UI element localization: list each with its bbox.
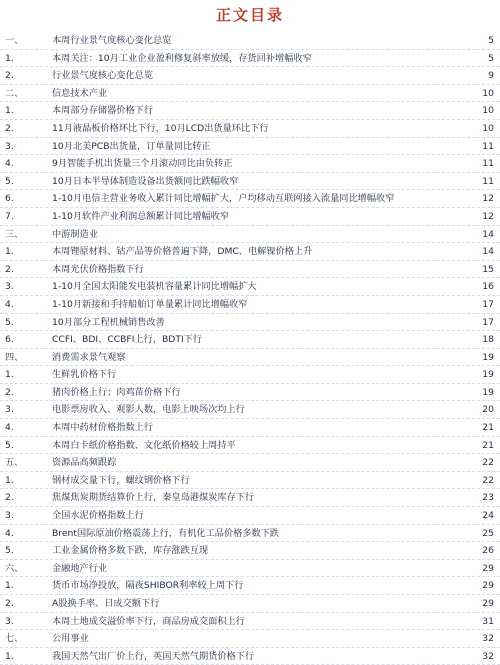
toc-entry-number: 3. bbox=[5, 140, 14, 152]
toc-entry-number: 三、 bbox=[5, 228, 24, 240]
toc-entry-title: A股换手率、日成交额下行 bbox=[52, 598, 160, 609]
toc-entry-title: 本周锂原材料、钴产品等价格普遍下降，DMC、电解镍价格上升 bbox=[52, 246, 313, 258]
toc-entry-title: 消费需求景气观察 bbox=[52, 351, 126, 363]
toc-entry-title: 11月液晶板价格环比下行，10月LCD出货量环比下行 bbox=[52, 122, 269, 134]
toc-page-number: 21 bbox=[482, 422, 494, 434]
toc-entry-title: 本周中药材价格指数上行 bbox=[52, 422, 154, 434]
toc-page-number: 10 bbox=[482, 105, 494, 117]
toc-page-number: 12 bbox=[482, 210, 494, 222]
toc-entry-title: 本周行业景气度核心变化总览 bbox=[52, 35, 172, 46]
toc-page-number: 24 bbox=[482, 510, 494, 522]
toc-item-row[interactable] bbox=[0, 155, 500, 173]
toc-entry-title: 10月部分工程机械销售改善 bbox=[52, 316, 165, 328]
toc-page-number: 19 bbox=[482, 369, 494, 381]
toc-item-row[interactable] bbox=[0, 507, 500, 525]
toc-entry-title: 全国水泥价格指数上行 bbox=[52, 510, 144, 522]
toc-entry-number: 2. bbox=[5, 492, 14, 504]
toc-entry-title: 公用事业 bbox=[52, 633, 89, 645]
toc-item-row[interactable] bbox=[0, 243, 500, 261]
toc-item-row[interactable] bbox=[0, 261, 500, 279]
toc-section-row[interactable] bbox=[0, 226, 500, 244]
toc-entry-number: 3. bbox=[5, 404, 14, 416]
toc-entry-title: 本周关注：10月工业企业盈利修复斜率放缓，存货回补增幅收窄 bbox=[52, 52, 312, 64]
toc-page-number: 11 bbox=[482, 158, 494, 170]
toc-page-number: 14 bbox=[482, 228, 494, 240]
toc-page-number: 22 bbox=[482, 474, 494, 486]
toc-page-number: 19 bbox=[482, 351, 494, 363]
toc-page-number: 5 bbox=[488, 35, 494, 46]
toc-entry-title: 资源品高频跟踪 bbox=[52, 457, 117, 469]
toc-entry-number: 5. bbox=[5, 175, 14, 187]
toc-entry-number: 2. bbox=[5, 263, 14, 275]
toc-entry-title: 生鲜乳价格下行 bbox=[52, 369, 117, 381]
toc-page-number: 12 bbox=[482, 193, 494, 205]
toc-item-row[interactable] bbox=[0, 648, 500, 665]
toc-entry-title: 1-10月电信主营业务收入累计同比增幅扩大，户均移动互联网接入流量同比增幅收窄 bbox=[52, 193, 395, 205]
toc-item-row[interactable] bbox=[0, 542, 500, 560]
toc-entry-number: 1. bbox=[5, 580, 14, 592]
toc-entry-title: 钢材成交量下行，螺纹钢价格下行 bbox=[52, 474, 190, 486]
toc-entry-number: 1. bbox=[5, 650, 14, 662]
toc-entry-title: 猪肉价格上行；肉鸡苗价格下行 bbox=[52, 386, 181, 398]
toc-page-number: 21 bbox=[482, 439, 494, 451]
toc-page-number: 29 bbox=[482, 580, 494, 592]
toc-section-row[interactable] bbox=[0, 85, 500, 103]
toc-entry-number: 5. bbox=[5, 545, 14, 557]
toc-entry-title: 中游制造业 bbox=[52, 228, 98, 240]
toc-entry-number: 六、 bbox=[5, 562, 24, 574]
toc-entry-number: 五、 bbox=[5, 457, 24, 469]
toc-item-row[interactable] bbox=[0, 525, 500, 543]
toc-item-row[interactable] bbox=[0, 278, 500, 296]
toc-item-row[interactable] bbox=[0, 296, 500, 314]
toc-entry-title: 1-10月新接和手持船舶订单量累计同比增幅收窄 bbox=[52, 298, 248, 310]
toc-item-row[interactable] bbox=[0, 208, 500, 226]
toc-page-number: 11 bbox=[482, 140, 494, 152]
toc-page-number: 9 bbox=[488, 70, 494, 82]
toc-entry-title: 货币市场净投放，隔夜SHIBOR利率较上周下行 bbox=[52, 580, 244, 592]
toc-entry-number: 5. bbox=[5, 316, 14, 328]
toc-page-number: 11 bbox=[482, 175, 494, 187]
toc-page-number: 10 bbox=[482, 122, 494, 134]
toc-entry-number: 4. bbox=[5, 422, 14, 434]
toc-item-row[interactable] bbox=[0, 472, 500, 490]
toc-entry-number: 2. bbox=[5, 598, 14, 609]
toc-page-number: 32 bbox=[482, 650, 494, 662]
toc-item-row[interactable] bbox=[0, 419, 500, 437]
toc-item-row[interactable] bbox=[0, 190, 500, 208]
toc-entry-number: 2. bbox=[5, 122, 14, 134]
toc-entry-number: 2. bbox=[5, 70, 14, 82]
toc-page-number: 25 bbox=[482, 527, 494, 539]
toc-item-row[interactable] bbox=[0, 489, 500, 507]
toc-entry-title: 本周土地成交溢价率下行，商品房成交面积上行 bbox=[52, 615, 245, 627]
toc-entry-title: 我国天然气出厂价上行，英国天然气期货价格下行 bbox=[52, 650, 255, 662]
toc-entry-number: 七、 bbox=[5, 633, 24, 645]
toc-item-row[interactable] bbox=[0, 613, 500, 631]
toc-entry-title: 1-10月软件产业利润总额累计同比增幅收窄 bbox=[52, 210, 230, 222]
toc-item-row[interactable] bbox=[0, 577, 500, 595]
toc-entry-number: 7. bbox=[5, 210, 14, 222]
toc-page-number: 22 bbox=[482, 457, 494, 469]
toc-item-row[interactable] bbox=[0, 138, 500, 156]
toc-page-number: 31 bbox=[482, 615, 494, 627]
toc-item-row[interactable] bbox=[0, 401, 500, 419]
toc-entry-title: 电影票房收入、观影人数，电影上映场次均上行 bbox=[52, 404, 245, 416]
toc-section-row[interactable] bbox=[0, 349, 500, 367]
toc-entry-number: 5. bbox=[5, 439, 14, 451]
toc-entry-number: 2. bbox=[5, 386, 14, 398]
page-title: 正文目录 bbox=[215, 6, 284, 24]
toc-entry-number: 3. bbox=[5, 281, 14, 293]
toc-page-number: 5 bbox=[488, 52, 494, 64]
toc-item-row[interactable] bbox=[0, 102, 500, 120]
toc-entry-number: 4. bbox=[5, 527, 14, 539]
toc-page-number: 17 bbox=[482, 316, 494, 328]
toc-entry-title: CCFI、BDI、CCBFI上行，BDTI下行 bbox=[52, 334, 203, 346]
toc-entry-title: 10月日本半导体制造设备出货额同比跌幅收窄 bbox=[52, 175, 239, 187]
toc-entry-title: Brent国际原油价格震荡上行，有机化工品价格多数下跌 bbox=[52, 527, 280, 539]
toc-entry-title: 10月北美PCB出货量，订单量同比转正 bbox=[52, 140, 211, 152]
toc-entry-number: 4. bbox=[5, 298, 14, 310]
toc-page-number: 19 bbox=[482, 386, 494, 398]
toc-item-row[interactable] bbox=[0, 331, 500, 349]
toc-entry-number: 1. bbox=[5, 105, 14, 117]
toc-entry-title: 金融地产行业 bbox=[52, 562, 108, 574]
toc-item-row[interactable] bbox=[0, 366, 500, 384]
toc-item-row[interactable] bbox=[0, 437, 500, 455]
toc-entry-number: 1. bbox=[5, 246, 14, 258]
toc-page-number: 18 bbox=[482, 334, 494, 346]
toc-entry-title: 行业景气度核心变化总览 bbox=[52, 70, 154, 82]
toc-entry-number: 3. bbox=[5, 510, 14, 522]
toc-entry-title: 本周部分存储器价格下行 bbox=[52, 105, 154, 117]
toc-entry-title: 本周光伏价格指数下行 bbox=[52, 263, 144, 275]
toc-section-row[interactable] bbox=[0, 454, 500, 472]
toc-entry-title: 本周白卡纸价格指数、文化纸价格较上周持平 bbox=[52, 439, 236, 451]
toc-entry-number: 二、 bbox=[5, 87, 24, 99]
toc-item-row[interactable] bbox=[0, 173, 500, 191]
toc-section-row[interactable] bbox=[0, 560, 500, 578]
toc-page-number: 14 bbox=[482, 246, 494, 258]
toc-page-number: 17 bbox=[482, 298, 494, 310]
toc-page-number: 32 bbox=[482, 633, 494, 645]
toc-page-number: 16 bbox=[482, 281, 494, 293]
toc-entry-title: 信息技术产业 bbox=[52, 87, 108, 99]
toc-entry-title: 工业金属价格多数下跌，库存涨跌互现 bbox=[52, 545, 209, 557]
toc-page-number: 29 bbox=[482, 598, 494, 609]
toc-entry-number: 1. bbox=[5, 369, 14, 381]
toc-page-number: 20 bbox=[482, 404, 494, 416]
toc-page-number: 15 bbox=[482, 263, 494, 275]
toc-entry-number: 一、 bbox=[5, 35, 24, 46]
toc-page-number: 29 bbox=[482, 562, 494, 574]
toc-item-row[interactable] bbox=[0, 595, 500, 613]
toc-entry-title: 9月智能手机出货量三个月滚动同比由负转正 bbox=[52, 158, 233, 170]
table-of-contents bbox=[0, 32, 500, 665]
toc-item-row[interactable] bbox=[0, 50, 500, 68]
toc-entry-number: 四、 bbox=[5, 351, 24, 363]
toc-entry-number: 4. bbox=[5, 158, 14, 170]
toc-item-row[interactable] bbox=[0, 314, 500, 332]
toc-item-row[interactable] bbox=[0, 384, 500, 402]
toc-entry-number: 6. bbox=[5, 193, 14, 205]
toc-entry-number: 3. bbox=[5, 615, 14, 627]
toc-item-row[interactable] bbox=[0, 67, 500, 85]
toc-item-row[interactable] bbox=[0, 120, 500, 138]
toc-entry-number: 1. bbox=[5, 474, 14, 486]
toc-entry-number: 6. bbox=[5, 334, 14, 346]
toc-page-number: 23 bbox=[482, 492, 494, 504]
toc-section-row[interactable] bbox=[0, 32, 500, 50]
toc-section-row[interactable] bbox=[0, 630, 500, 648]
toc-entry-number: 1. bbox=[5, 52, 14, 64]
toc-page-number: 26 bbox=[482, 545, 494, 557]
toc-page-number: 10 bbox=[482, 87, 494, 99]
toc-entry-title: 1-10月全国太阳能发电装机容量累计同比增幅扩大 bbox=[52, 281, 257, 293]
toc-entry-title: 焦煤焦炭期货结算价上行，秦皇岛港煤炭库存下行 bbox=[52, 492, 255, 504]
